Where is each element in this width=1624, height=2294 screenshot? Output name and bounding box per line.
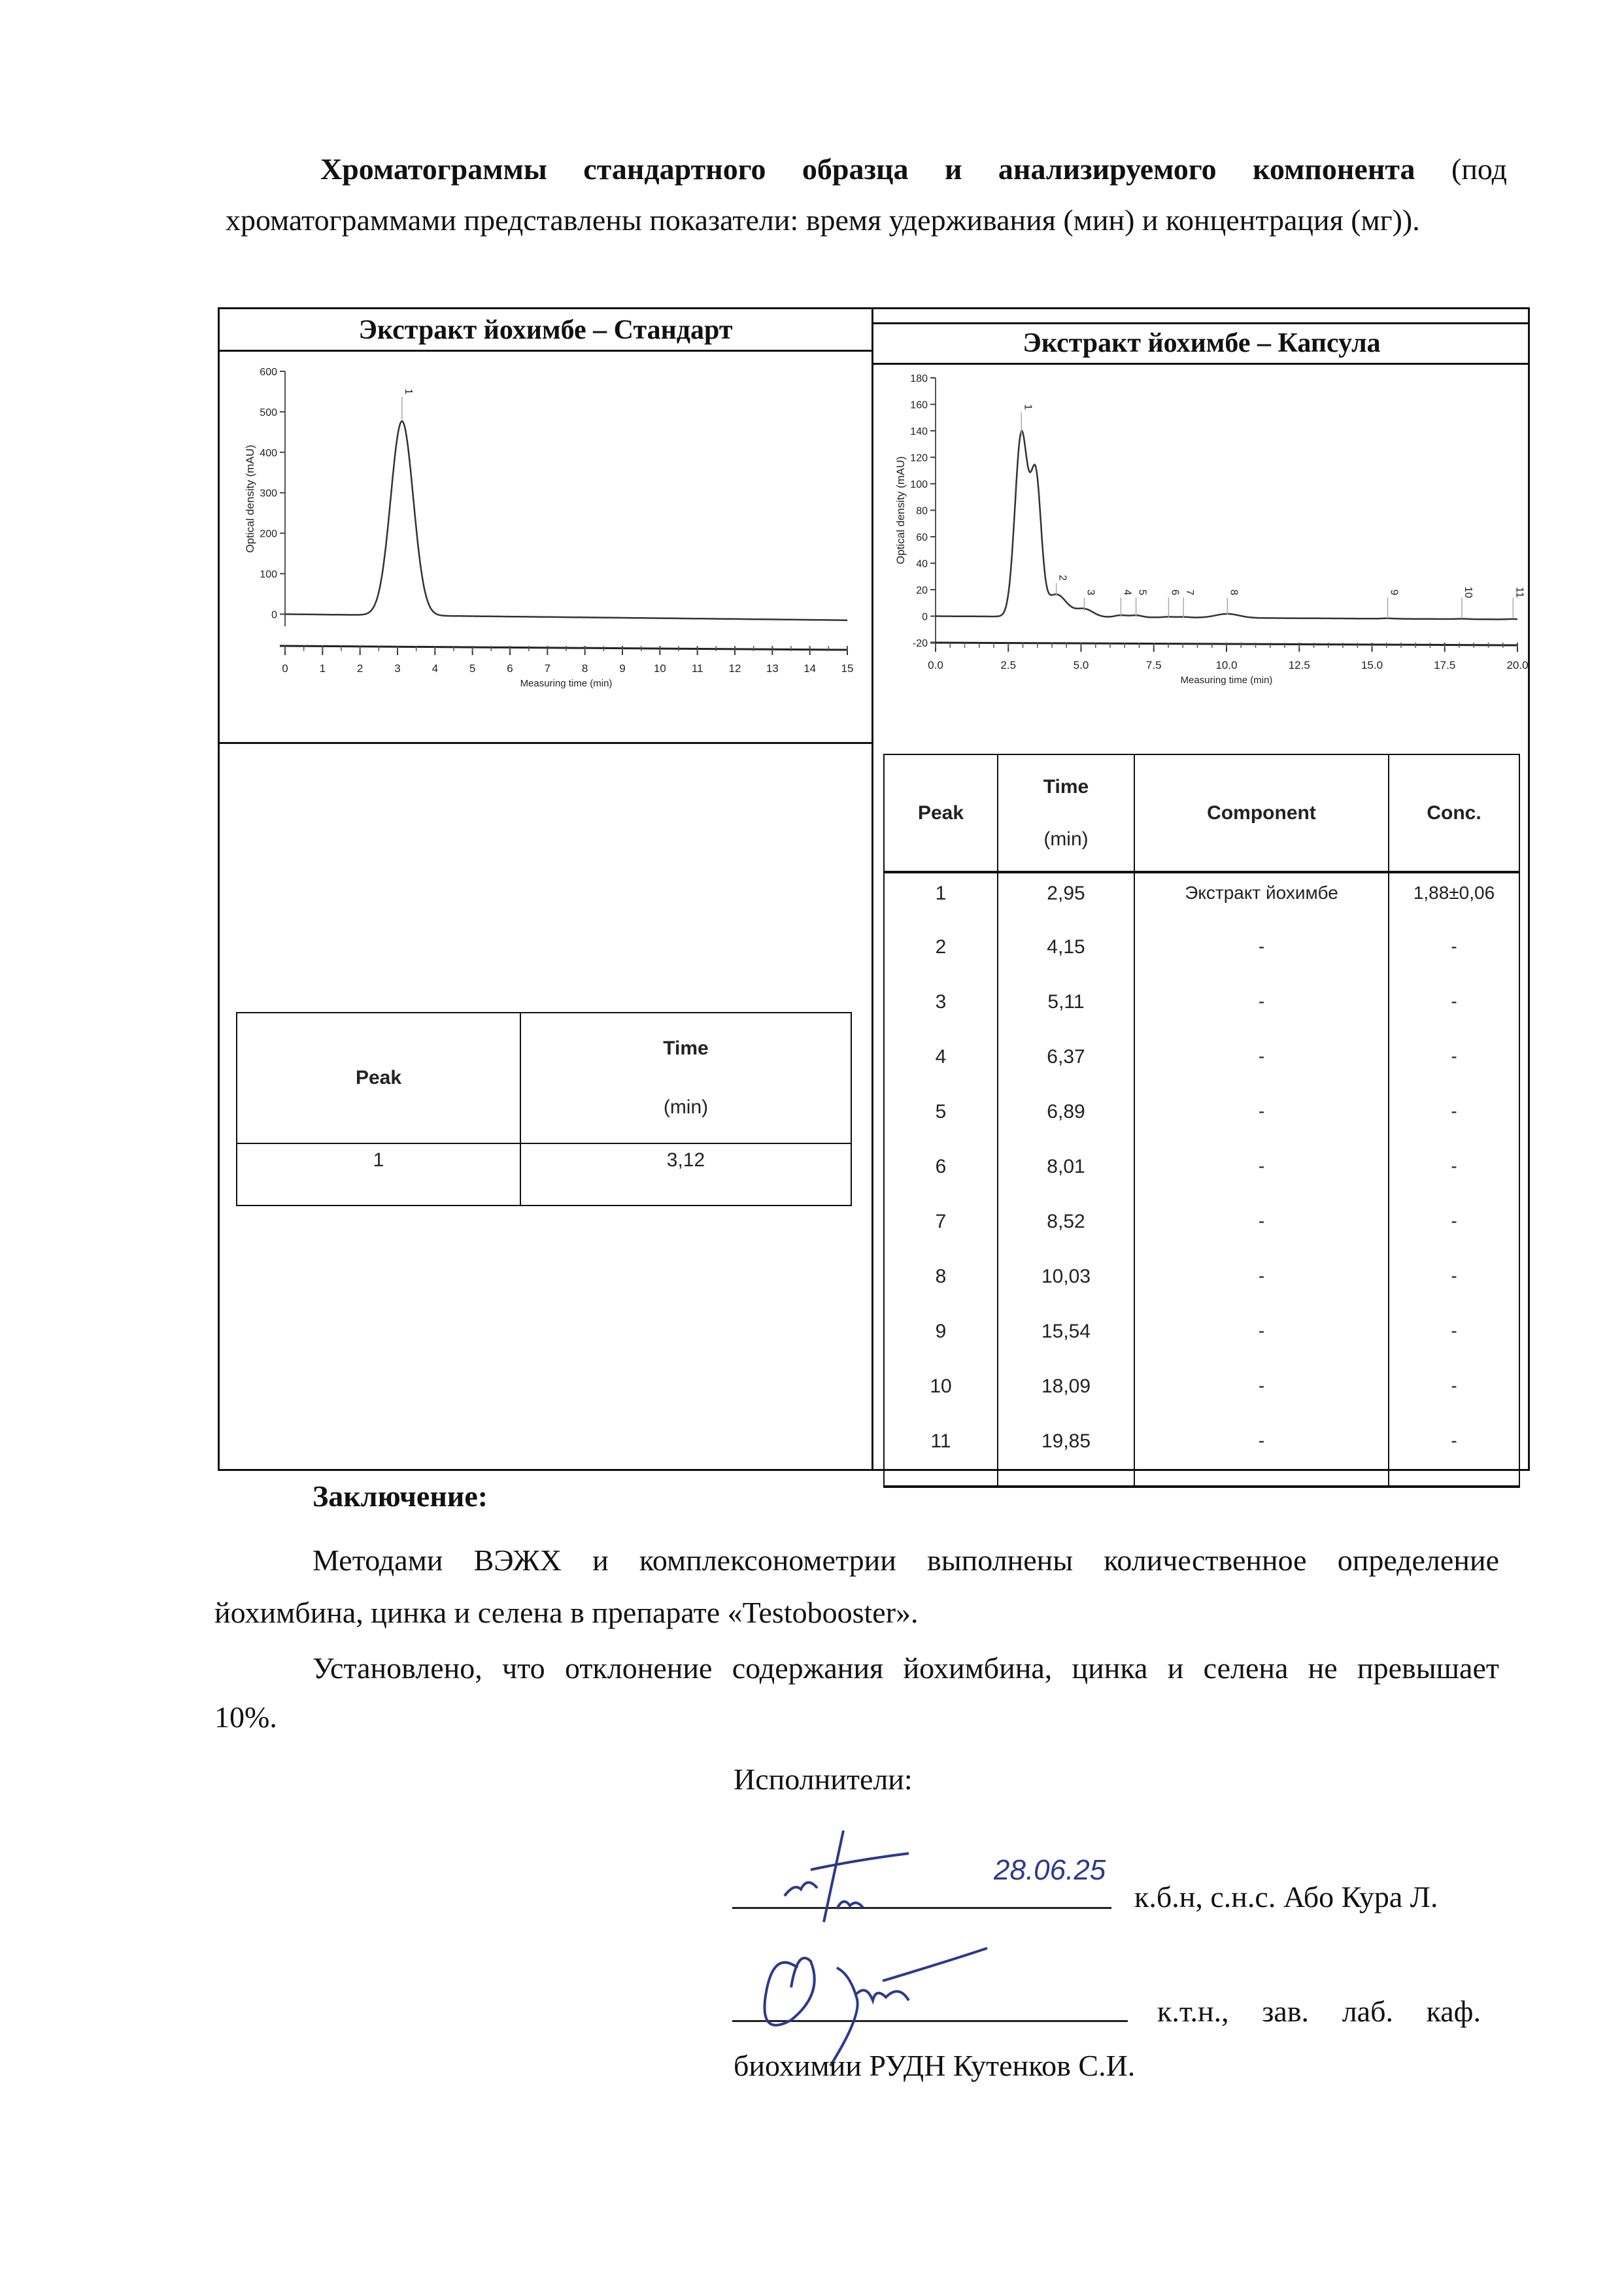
cell-time: 10,03 — [998, 1257, 1134, 1311]
conclusion-p2-line2: 10%. — [214, 1700, 277, 1734]
cell-component: - — [1134, 982, 1389, 1037]
chromatogram-standard — [220, 352, 871, 741]
capsule-table-row — [884, 1037, 1519, 1092]
y-tick-label: 0 — [922, 611, 928, 623]
cell-time: 18,09 — [998, 1366, 1134, 1421]
peak-label: 9 — [1388, 589, 1400, 596]
chart-title-capsule: Экстракт йохимбе – Капсула — [1023, 328, 1381, 358]
capsule-table-row — [884, 1147, 1519, 1202]
x-tick-label: 8 — [581, 662, 588, 675]
cell-peak: 8 — [884, 1257, 998, 1311]
cell-peak: 6 — [884, 1147, 998, 1202]
peak-label: 11 — [1514, 586, 1525, 598]
x-tick-label: 15 — [841, 662, 854, 675]
x-tick-label: 10 — [653, 662, 666, 675]
std-row-peak: 1 — [237, 1143, 520, 1206]
cell-conc: - — [1389, 927, 1519, 982]
x-tick-label: 2 — [356, 662, 364, 675]
peak-label: 2 — [1057, 575, 1068, 581]
cell-component: - — [1134, 1366, 1389, 1421]
x-tick-label: 3 — [394, 662, 401, 675]
x-tick-label: 9 — [619, 662, 626, 675]
cell-component: - — [1134, 1037, 1389, 1092]
chromatogram-frame — [218, 307, 1530, 1471]
conclusion-p1-line1: Методами ВЭЖХ и комплексонометрии выполнены количественное определение — [313, 1543, 1499, 1577]
cell-conc: - — [1389, 1421, 1519, 1487]
y-tick-label: 60 — [916, 532, 928, 543]
cell-conc: - — [1389, 982, 1519, 1037]
chromatogram-capsule — [873, 365, 1530, 757]
y-tick-label: 0 — [271, 609, 277, 621]
y-tick-label: 300 — [260, 488, 277, 499]
cell-time: 8,01 — [998, 1147, 1134, 1202]
peak-label: 1 — [1022, 404, 1034, 411]
peak-label: 4 — [1121, 589, 1133, 596]
x-tick-label: 0 — [282, 662, 288, 675]
cell-conc: - — [1389, 1037, 1519, 1092]
std-header-time: Time (min) — [520, 1013, 851, 1143]
x-tick-label: 11 — [691, 662, 703, 675]
x-axis-label: Measuring time (min) — [520, 678, 613, 689]
cell-peak: 2 — [884, 927, 998, 982]
x-tick-label: 15.0 — [1361, 659, 1383, 671]
x-tick-label: 5.0 — [1073, 659, 1089, 671]
x-tick-label: 1 — [319, 662, 326, 675]
standard-peak-table — [236, 1012, 852, 1206]
capsule-table-row — [884, 1421, 1519, 1487]
conclusion-p2-line1: Установлено, что отклонение содержания йохимбина, цинка и селена не превышает — [313, 1651, 1499, 1685]
cell-time: 15,54 — [998, 1311, 1134, 1366]
cell-component: - — [1134, 1147, 1389, 1202]
cell-peak: 4 — [884, 1037, 998, 1092]
chart-title-standard: Экстракт йохимбе – Стандарт — [358, 315, 733, 345]
peak-label: 7 — [1184, 589, 1196, 596]
cell-time: 6,37 — [998, 1037, 1134, 1092]
y-tick-label: 80 — [916, 505, 928, 517]
x-axis — [930, 643, 1517, 645]
y-tick-label: 400 — [260, 447, 277, 459]
y-tick-label: 200 — [260, 528, 277, 540]
cell-component: - — [1134, 927, 1389, 982]
x-tick-label: 10.0 — [1215, 659, 1238, 671]
peak-label: 6 — [1169, 589, 1181, 596]
peak-label: 1 — [402, 388, 414, 395]
title-rule-right-top — [873, 322, 1530, 324]
y-tick-label: -20 — [912, 638, 928, 649]
cell-conc: 1,88±0,06 — [1389, 872, 1519, 927]
signer-1-credentials: к.б.н, с.н.с. Або Кура Л. — [1134, 1880, 1438, 1914]
x-tick-label: 6 — [507, 662, 513, 675]
x-tick-label: 7.5 — [1145, 659, 1162, 671]
cell-conc: - — [1389, 1092, 1519, 1147]
cell-time: 4,15 — [998, 927, 1134, 982]
chromatogram-trace — [285, 421, 847, 620]
x-tick-label: 2.5 — [1000, 659, 1017, 671]
y-tick-label: 100 — [260, 569, 277, 581]
y-tick-label: 100 — [910, 479, 928, 490]
x-tick-label: 4 — [431, 662, 439, 675]
x-tick-label: 20.0 — [1506, 659, 1529, 671]
peak-label: 3 — [1085, 589, 1096, 596]
chromatogram-trace — [936, 431, 1517, 619]
y-tick-label: 120 — [910, 452, 928, 464]
capsule-table-row — [884, 927, 1519, 982]
cell-component: - — [1134, 1311, 1389, 1366]
conclusion-heading: Заключение: — [313, 1479, 488, 1513]
cap-header-time: Time (min) — [998, 754, 1134, 872]
frame-divider-horizontal — [220, 742, 871, 744]
conclusion-p1-line2: йохимбина, цинка и селена в препарате «Testobooster». — [214, 1596, 919, 1629]
y-tick-label: 140 — [910, 426, 928, 437]
cell-peak: 1 — [884, 872, 998, 927]
y-axis-label: Optical density (mAU) — [244, 445, 256, 553]
capsule-table-row — [884, 982, 1519, 1037]
x-axis — [280, 646, 847, 650]
cell-conc: - — [1389, 1311, 1519, 1366]
cell-conc: - — [1389, 1257, 1519, 1311]
cell-conc: - — [1389, 1366, 1519, 1421]
cell-component: - — [1134, 1202, 1389, 1257]
cell-conc: - — [1389, 1202, 1519, 1257]
y-tick-label: 160 — [910, 399, 928, 411]
std-header-peak: Peak — [237, 1013, 520, 1143]
cell-peak: 9 — [884, 1311, 998, 1366]
cell-component: - — [1134, 1421, 1389, 1487]
peak-label: 8 — [1228, 589, 1240, 596]
intro-rest: (под хроматограммами представлены показатели: время удерживания (мин) и концентрация (мг)). — [226, 152, 1508, 237]
capsule-table-row — [884, 1257, 1519, 1311]
cell-peak: 11 — [884, 1421, 998, 1487]
cell-time: 6,89 — [998, 1092, 1134, 1147]
y-tick-label: 20 — [916, 585, 928, 596]
x-tick-label: 12 — [728, 662, 741, 675]
x-tick-label: 13 — [766, 662, 779, 675]
cell-peak: 7 — [884, 1202, 998, 1257]
y-axis-label: Optical density (mAU) — [894, 456, 907, 565]
y-tick-label: 180 — [910, 373, 928, 384]
capsule-table-row — [884, 1311, 1519, 1366]
intro-bold: Хроматограммы стандартного образца и анализируемого компонента — [320, 152, 1415, 186]
peak-label: 10 — [1463, 586, 1474, 598]
capsule-table-row — [884, 1202, 1519, 1257]
capsule-peak-table — [883, 754, 1520, 1488]
cap-header-conc: Conc. — [1389, 754, 1519, 872]
capsule-table-row — [884, 1092, 1519, 1147]
x-tick-label: 5 — [469, 662, 476, 675]
cell-component: - — [1134, 1092, 1389, 1147]
cell-component: - — [1134, 1257, 1389, 1311]
cell-peak: 5 — [884, 1092, 998, 1147]
capsule-table-row — [884, 872, 1519, 927]
cell-time: 19,85 — [998, 1421, 1134, 1487]
x-tick-label: 7 — [544, 662, 551, 675]
std-row-time: 3,12 — [520, 1143, 851, 1206]
cell-component: Экстракт йохимбе — [1134, 872, 1389, 927]
cap-header-peak: Peak — [884, 754, 998, 872]
cell-time: 2,95 — [998, 872, 1134, 927]
x-tick-label: 12.5 — [1288, 659, 1310, 671]
intro-paragraph — [226, 144, 1507, 246]
cell-peak: 3 — [884, 982, 998, 1037]
cell-conc: - — [1389, 1147, 1519, 1202]
y-tick-label: 600 — [260, 367, 277, 378]
signature-1-date: 28.06.25 — [994, 1854, 1106, 1886]
signer-2-name: биохимии РУДН Кутенков С.И. — [734, 2049, 1136, 2082]
x-tick-label: 0.0 — [928, 659, 943, 671]
x-axis-label: Measuring time (min) — [1180, 675, 1273, 686]
cell-time: 8,52 — [998, 1202, 1134, 1257]
y-tick-label: 500 — [260, 407, 277, 418]
cell-peak: 10 — [884, 1366, 998, 1421]
y-tick-label: 40 — [916, 558, 928, 570]
x-tick-label: 14 — [804, 662, 817, 675]
signer-2-credentials: к.т.н., зав. лаб. каф. — [1157, 1995, 1481, 2028]
signatures-heading: Исполнители: — [734, 1763, 913, 1796]
peak-label: 5 — [1136, 589, 1148, 596]
cell-time: 5,11 — [998, 982, 1134, 1037]
x-tick-label: 17.5 — [1434, 659, 1456, 671]
capsule-table-row — [884, 1366, 1519, 1421]
cap-header-component: Component — [1134, 754, 1389, 872]
